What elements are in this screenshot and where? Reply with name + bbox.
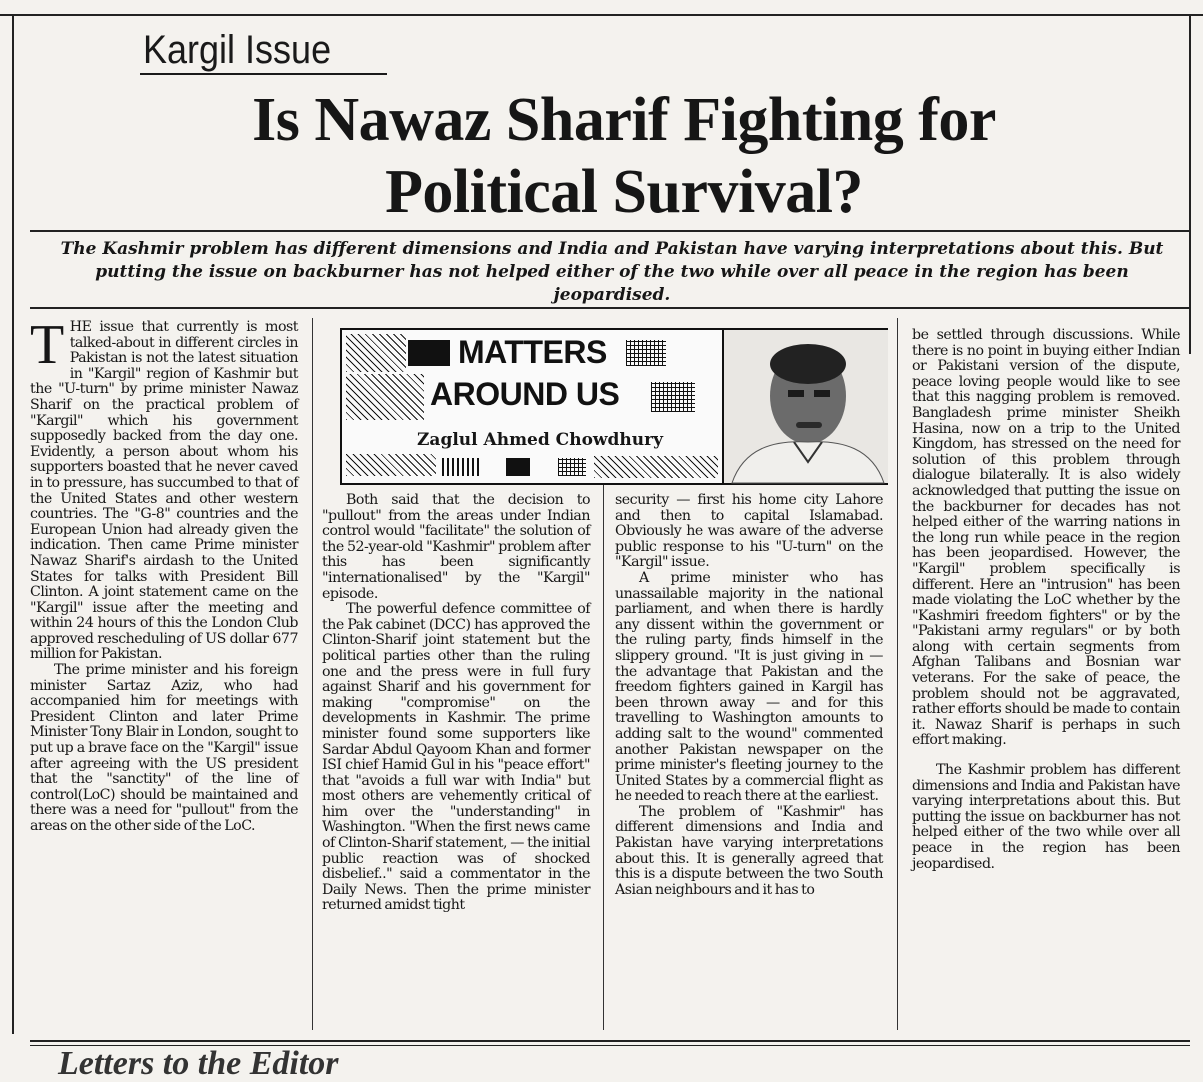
column-divider-2 (603, 485, 604, 1030)
col3-paragraph-2: A prime minister who has unassailable majority in the national parliament, and when there is hardly any dissent within the government or the ruling party, finds himself in the slippery ground. "It is just giving in — the advantage that Pakistan and the freedom fighters gained in Kargil has been thrown away — and for this travelling to Washington amounts to adding salt to the wound" commented another Pakistan newspaper on the prime minister's fleeting journey to the United States by a commercial flight as he needed to reach there at the earliest. (615, 569, 883, 805)
portrait-icon (724, 330, 888, 483)
standfirst-deck: The Kashmir problem has different dimensions and India and Pakistan have varying interpretations about this. But putting the issue on backburner has not helped either of the two while over all peace in the region has been jeopardised. (60, 239, 1164, 305)
bar-pattern (442, 458, 482, 476)
col2-paragraph-1: Both said that the decision to "pullout" from the areas under Indian control would "facilitate" the solution of the 52-year-old "Kashmir" problem after this has been significantly "internationalised" by the "Kargil" episode. (322, 492, 590, 602)
body-column-2 (322, 493, 590, 1033)
column-title-line-1: MATTERS (458, 334, 607, 370)
grid-pattern (626, 340, 666, 366)
col3-paragraph-1: security — first his home city Lahore and then to capital Islamabad. Obviously he was aware of the adverse public response to his "U-turn" on the "Kargil" issue. (615, 492, 883, 571)
headline-line-1: Is Nawaz Sharif Fighting for (252, 86, 996, 154)
body-column-1 (30, 314, 298, 1032)
headline-line-2: Political Survival? (385, 158, 863, 226)
col1-paragraph-2: The prime minister and his foreign minister Sartaz Aziz, who had accompanied him for meetings with President Clinton and later Prime Minister Tony Blair in London, sought to put up a brave face on the "Kargil" issue after agreeing with the US president that the "sanctity" of the line of control(LoC) should be maintained and there was a need for "pullout" from the areas on the other side of the LoC. (30, 662, 298, 834)
col3-paragraph-3: The problem of "Kashmir" has different dimensions and India and Pakistan have varying interpretations about this. It is generally agreed that this is a dispute between the two South Asian neighbours and it has to (615, 803, 883, 898)
black-block (408, 340, 450, 366)
page-right-rule (1189, 14, 1191, 354)
black-block (506, 458, 530, 476)
deck-rule-top (30, 230, 1190, 232)
body-column-3 (615, 493, 883, 1033)
column-title-line-2: AROUND US (430, 376, 620, 412)
body-column-4 (912, 328, 1180, 1033)
column-divider-3 (897, 318, 898, 1030)
column-logo-box (340, 328, 888, 485)
kicker-underline (140, 73, 387, 75)
hatch-pattern (346, 334, 406, 372)
grid-pattern (558, 458, 586, 476)
col4-paragraph-1: be settled through discussions. While there is no point in buying either Indian or Pakistani version of the dispute, peace loving people would like to see that this nagging problem is removed. Bangladesh prime minister Sheikh Hasina, now on a trip to the United Kingdom, has stressed on the need for solution of this problem through dialogue bilaterally. It is also widely acknowledged that putting the issue on the backburner for decades has not helped either of the warring nations in the long run while peace in the region has been jeopardised. However, the "Kargil" problem specifically is different. Here an "intrusion" has been made violating the LoC whether by the "Kashmiri freedom fighters" or by the "Pakistani army regulars" or by both along with certain segments from Afghan Talibans and Bosnian war veterans. For the sake of peace, the problem should not be aggravated, rather efforts should be made to contain it. Nawaz Sharif is perhaps in such effort making. (912, 327, 1180, 749)
hatch-pattern (346, 374, 424, 420)
author-portrait-photo (722, 330, 888, 483)
column-divider-1 (312, 318, 313, 1030)
hatch-pattern (594, 456, 718, 478)
page-top-rule (0, 14, 1203, 16)
deck-rule-bottom (30, 307, 1190, 309)
col4-paragraph-2: The Kashmir problem has different dimensions and India and Pakistan have varying interpretations about this. But putting the issue on backburner has not helped either of the two while over all peace in the region has been jeopardised. (912, 762, 1180, 872)
col1-paragraph-1: HE issue that currently is most talked-about in different circles in Pakistan is not the latest situation in "Kargil" region of Kashmir but the "U-turn" by prime minister Nawaz Sharif on the practical problem of "Kargil" which his government supposedly backed from the day one. Evidently, a person about whom his supporters boasted that he never caved in to pressure, has succumbed to that of the United States and other western countries. The "G-8" countries and the European Union had already given the indication. Then came Prime minister Nawaz Sharif's airdash to the United States for talks with President Bill Clinton. A joint statement came on the "Kargil" issue after the meeting and within 24 hours of this the London Club approved rescheduling of US dollar 677 million for Pakistan. (30, 319, 298, 663)
hatch-pattern (346, 454, 436, 476)
column-logo-panel (346, 334, 718, 479)
next-section-heading-cut: Letters to the Editor (58, 1045, 339, 1082)
footer-rule (30, 1040, 1190, 1042)
faint-bleed-through-text (935, 168, 1165, 222)
section-kicker: Kargil Issue (143, 28, 332, 72)
column-author: Zaglul Ahmed Chowdhury (386, 430, 694, 450)
col2-paragraph-2: The powerful defence committee of the Pak cabinet (DCC) has approved the Clinton-Sharif joint statement but the political parties other than the ruling one and the press were in full fury against Sharif and his government for making "compromise" on the developments in Kashmir. The prime minister found some supporters like Sardar Abdul Qayoom Khan and former ISI chief Hamid Gul in his "peace effort" that "avoids a full war with India" but most others are vehemently critical of him over the "understanding" in Washington. "When the first news came of Clinton-Sharif statement, — the initial public reaction was of shocked disbelief.." said a commentator in the Daily News. Then the prime minister returned amidst tight (322, 601, 590, 914)
grid-pattern (651, 382, 695, 412)
drop-cap: T (30, 314, 64, 376)
page-left-rule (12, 14, 14, 1034)
